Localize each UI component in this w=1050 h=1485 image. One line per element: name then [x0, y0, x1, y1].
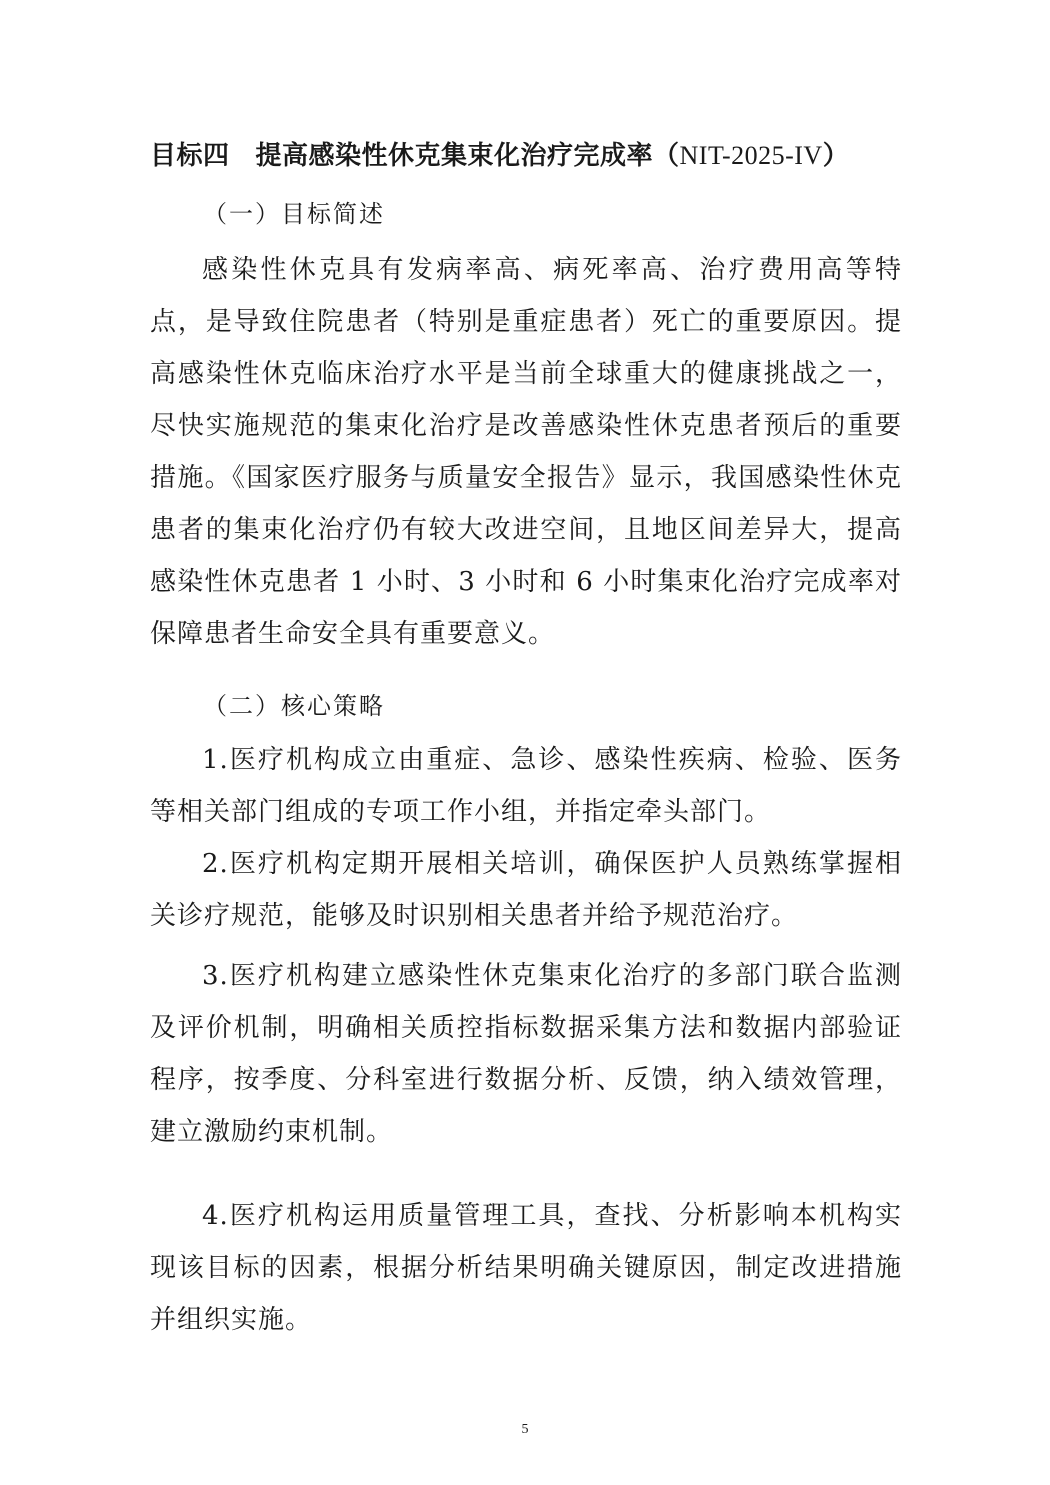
title-main: 提高感染性休克集束化治疗完成率（ — [255, 141, 680, 171]
title-code: NIT-2025-IV — [679, 141, 823, 170]
strategy-item-4: 4.医疗机构运用质量管理工具，查找、分析影响本机构实现该目标的因素，根据分析结果明确关键原因，制定改进措施并组织实施。 — [150, 1201, 902, 1335]
section-heading-summary: （一）目标简述 — [203, 200, 385, 228]
page-title — [150, 136, 910, 176]
page-number: 5 — [521, 1422, 529, 1437]
summary-paragraph: 感染性休克具有发病率高、病死率高、治疗费用高等特点，是导致住院患者（特别是重症患者）死亡的重要原因。提高感染性休克临床治疗水平是当前全球重大的健康挑战之一，尽快实施规范的集束化治疗是改善感染性休克患者预后的重要措施。《国家医疗服务与质量安全报告》显示，我国感染性休克患者的集束化治疗仍有较大改进空间，且地区间差异大，提高感染性休克患者 1 小时、3 小时和 6 小时集束化治疗完成率对保障患者生命安全具有重要意义。 — [150, 255, 902, 649]
strategy-item-3: 3.医疗机构建立感染性休克集束化治疗的多部门联合监测及评价机制，明确相关质控指标数据采集方法和数据内部验证程序，按季度、分科室进行数据分析、反馈，纳入绩效管理，建立激励约束机制。 — [150, 961, 902, 1147]
strategy-item-1: 1.医疗机构成立由重症、急诊、感染性疾病、检验、医务等相关部门组成的专项工作小组，并指定牵头部门。 — [150, 745, 902, 827]
title-suffix: ） — [822, 141, 850, 171]
section-heading-strategies: （二）核心策略 — [203, 692, 385, 720]
title-prefix: 目标四 — [150, 141, 230, 171]
strategy-item-2: 2.医疗机构定期开展相关培训，确保医护人员熟练掌握相关诊疗规范，能够及时识别相关患者并给予规范治疗。 — [150, 849, 902, 931]
